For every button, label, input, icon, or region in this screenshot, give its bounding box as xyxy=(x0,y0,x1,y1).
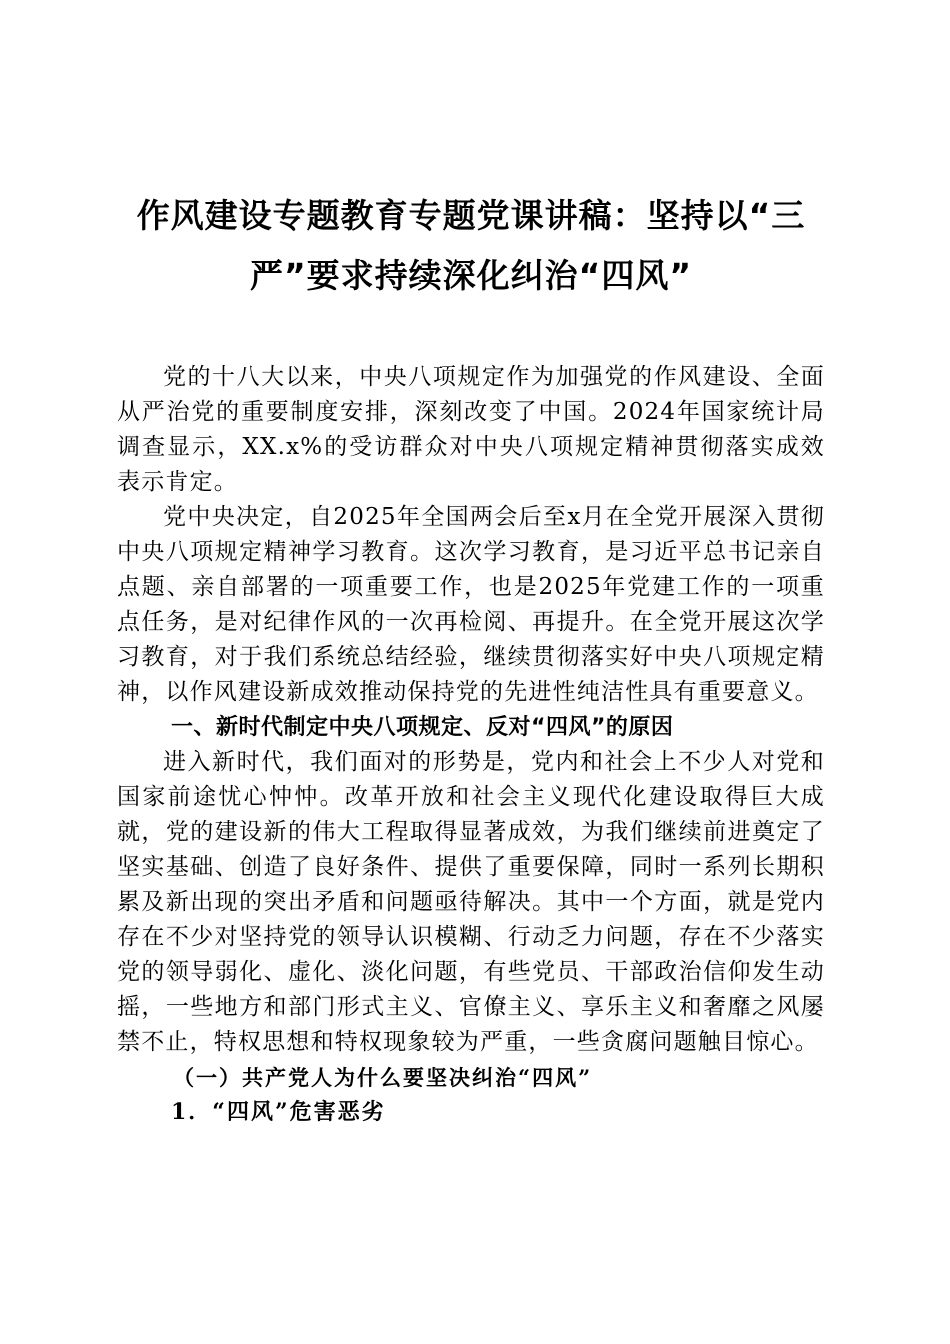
section-heading-1: 一、新时代制定中央八项规定、反对“四风”的原因 xyxy=(171,715,674,740)
document-body xyxy=(117,360,825,1130)
section-1-paragraph: 进入新时代，我们面对的形势是，党内和社会上不少人对党和国家前途忧心忡忡。改革开放和社会主义现代化建设取得巨大成就，党的建设新的伟大工程取得显著成效，为我们继续前进奠定了坚实基础、创造了良好条件、提供了重要保障，同时一系列长期积累及新出现的突出矛盾和问题亟待解决。其中一个方面，就是党内存在不少对坚持党的领导认识模糊、行动乏力问题，存在不少落实党的领导弱化、虚化、淡化问题，有些党员、干部政治信仰发生动摇，一些地方和部门形式主义、官僚主义、享乐主义和奢靡之风屡禁不止，特权思想和特权现象较为严重，一些贪腐问题触目惊心。 xyxy=(117,749,825,1055)
intro-paragraph-1: 党的十八大以来，中央八项规定作为加强党的作风建设、全面从严治党的重要制度安排，深刻改变了中国。2024年国家统计局调查显示，XX.x%的受访群众对中央八项规定精神贯彻落实成效表示肯定。 xyxy=(117,364,825,495)
title-line-1: 作风建设专题教育专题党课讲稿：坚持以“三 xyxy=(136,196,806,235)
title-line-2: 严”要求持续深化纠治“四风” xyxy=(249,256,693,295)
document-title xyxy=(117,186,825,306)
subsection-heading-1: （一）共产党人为什么要坚决纠治“四风” xyxy=(173,1065,593,1090)
intro-paragraph-2: 党中央决定，自2025年全国两会后至x月在全党开展深入贯彻中央八项规定精神学习教育。这次学习教育，是习近平总书记亲自点题、亲自部署的一项重要工作，也是2025年党建工作的一项重点任务，是对纪律作风的一次再检阅、再提升。在全党开展这次学习教育，对于我们系统总结经验，继续贯彻落实好中央八项规定精神，以作风建设新成效推动保持党的先进性纯洁性具有重要意义。 xyxy=(117,504,825,705)
subsubsection-heading-1: 1．“四风”危害恶劣 xyxy=(171,1099,386,1125)
